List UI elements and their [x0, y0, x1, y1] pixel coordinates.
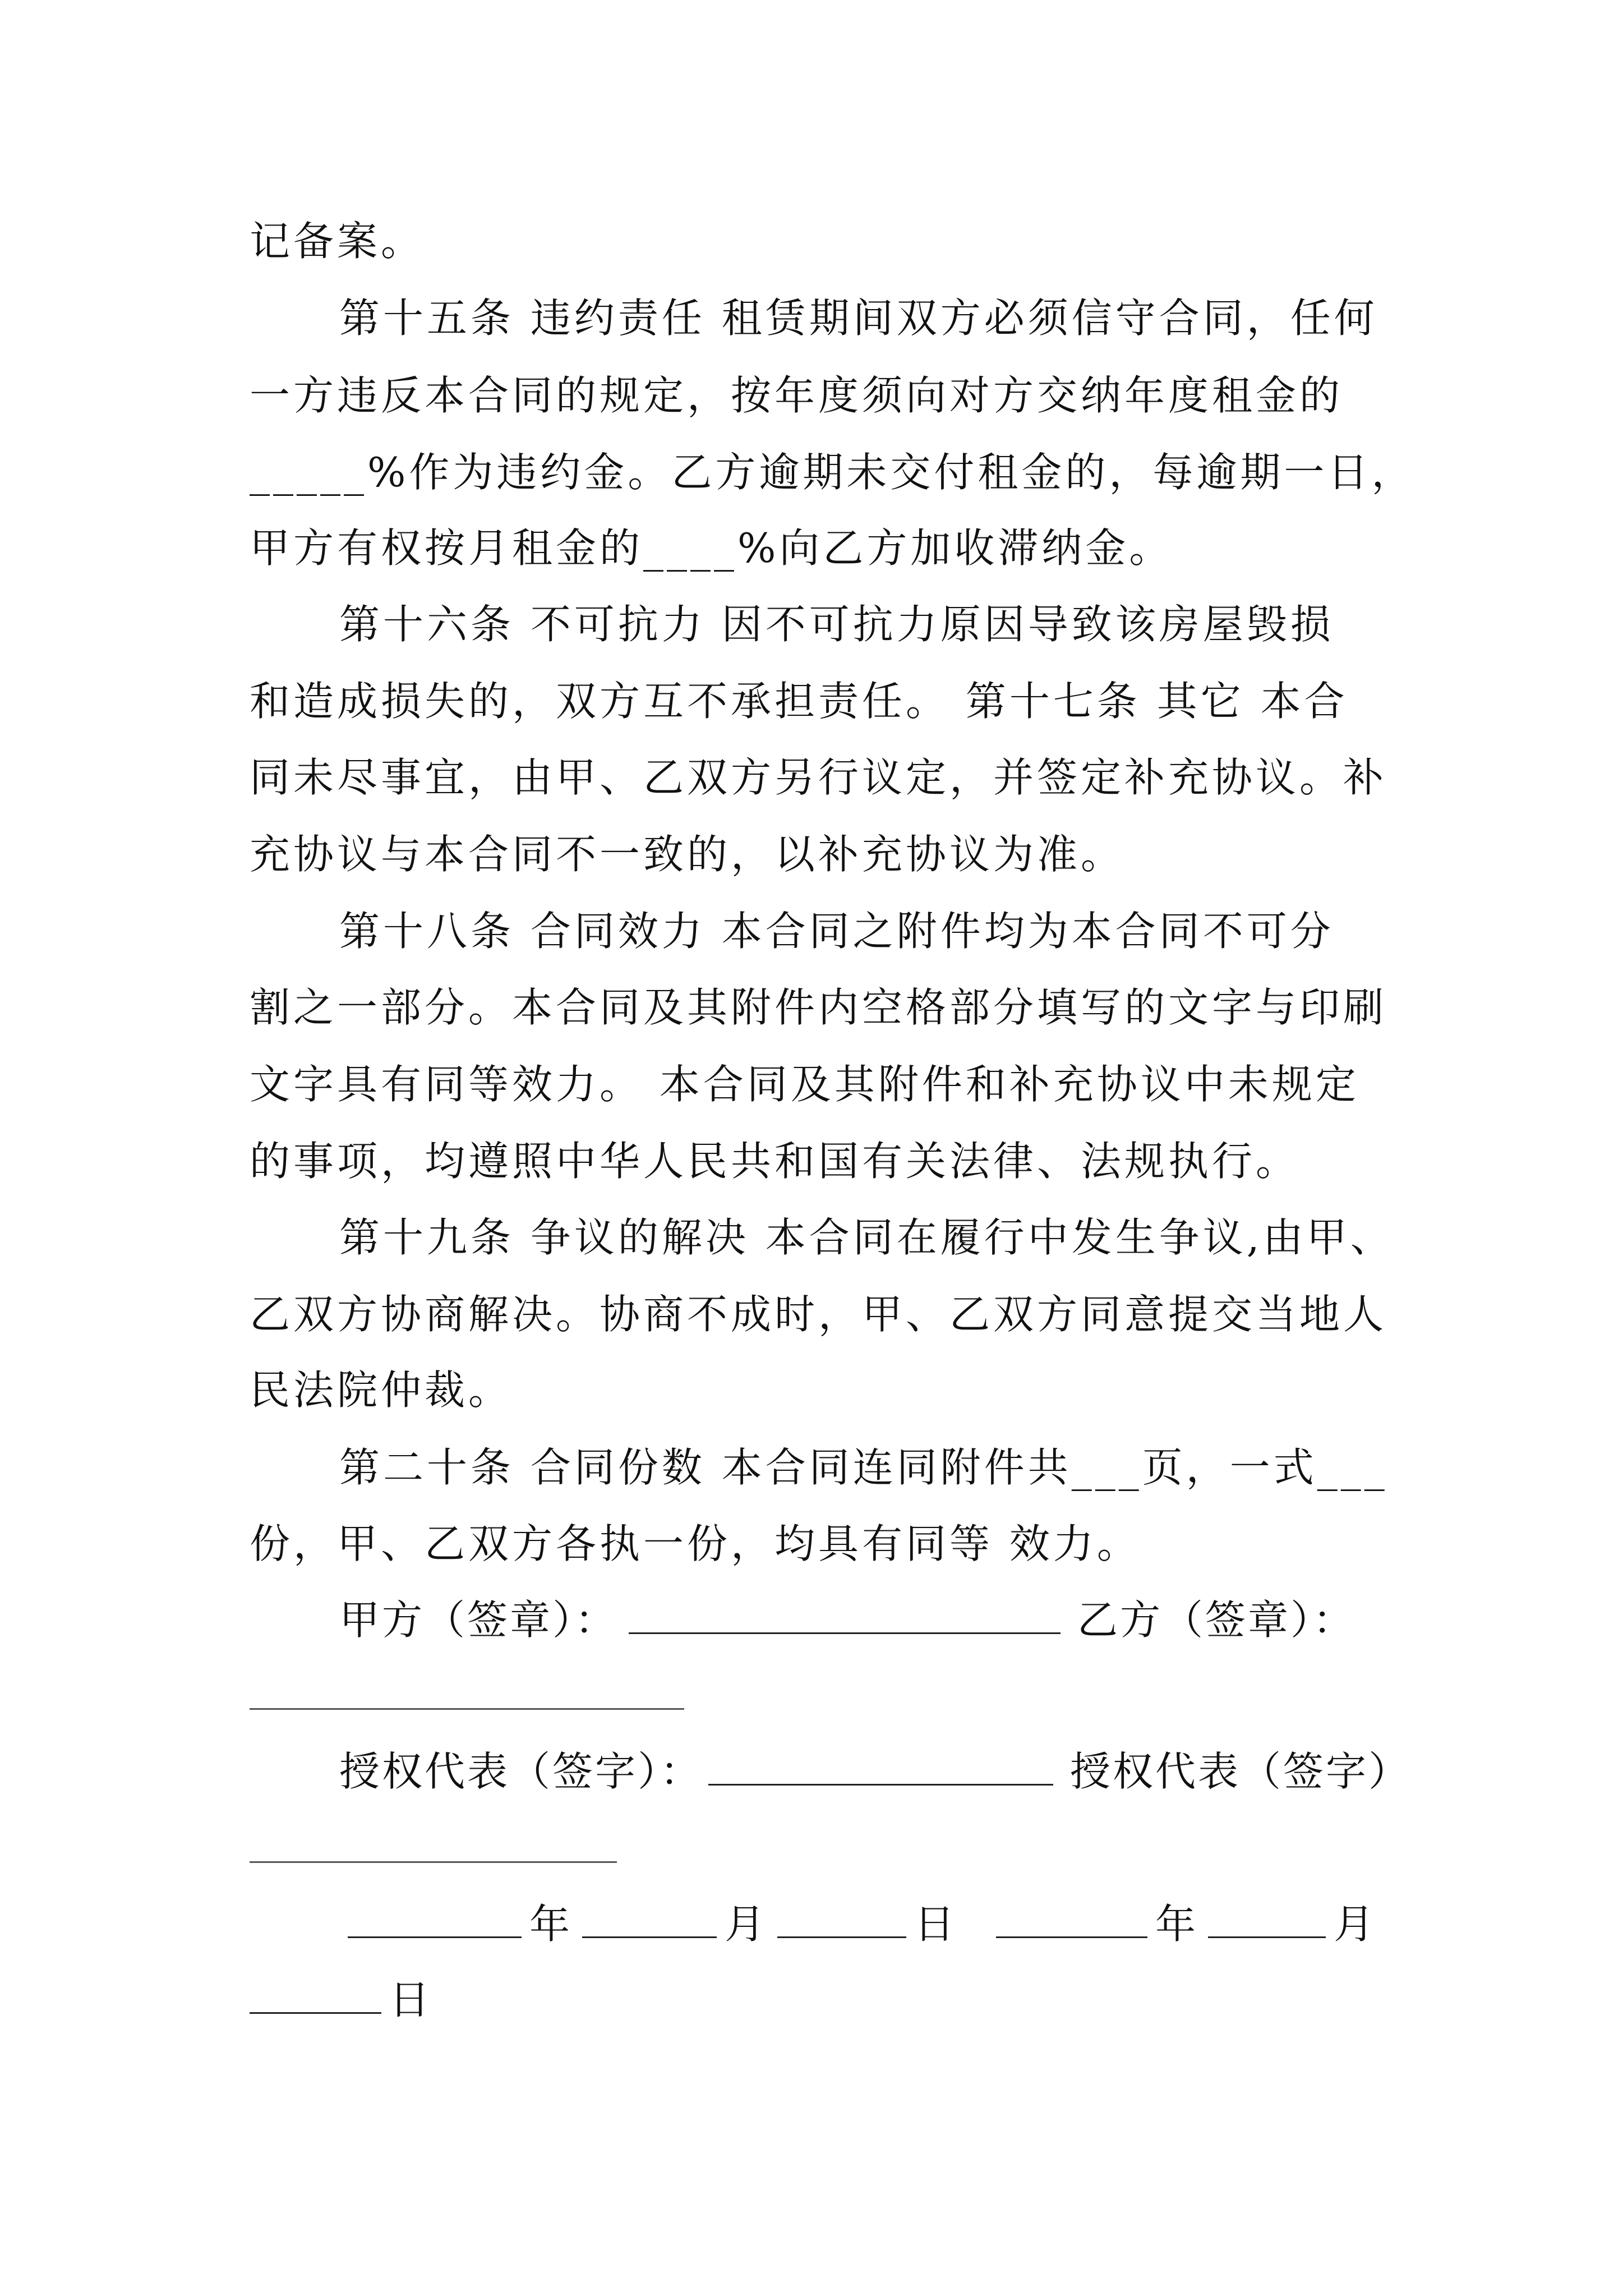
year-a-blank [348, 1897, 522, 1938]
year-b-blank [996, 1897, 1147, 1938]
text-line: 同未尽事宜，由甲、乙双方另行议定，并签定补充协议。补 [250, 754, 1387, 801]
month-b-label: 月 [1334, 1901, 1377, 1948]
text-line: 记备案。 [250, 218, 425, 265]
day-a-label: 日 [914, 1901, 957, 1948]
rep-a-signature-blank [708, 1745, 1053, 1786]
day-b-label: 日 [389, 1976, 432, 2023]
rep-b-signature-blank [250, 1861, 617, 1863]
rep-a-label: 授权代表（签字）： [339, 1748, 703, 1795]
text-line: 第十五条 违约责任 租赁期间双方必须信守合同，任何 [339, 295, 1378, 342]
month-a-label: 月 [725, 1901, 768, 1948]
text-line: 乙双方协商解决。协商不成时，甲、乙双方同意提交当地人 [250, 1291, 1387, 1338]
rep-signature-row [339, 1743, 1412, 1800]
text-line: 第十九条 争议的解决 本合同在履行中发生争议,由甲、 [339, 1214, 1394, 1261]
date-row [348, 1896, 1391, 1952]
party-signature-row [339, 1592, 1388, 1648]
text-line: 甲方有权按月租金的____%向乙方加收滞纳金。 [250, 524, 1173, 572]
year-a-label: 年 [529, 1901, 573, 1948]
party-b-signature-blank [250, 1708, 684, 1710]
month-b-blank [1208, 1897, 1326, 1938]
text-line: 和造成损失的，双方互不承担责任。 第十七条 其它 本合 [250, 678, 1348, 725]
text-line: 文字具有同等效力。 本合同及其附件和补充协议中未规定 [250, 1061, 1359, 1108]
day-a-blank [777, 1897, 906, 1938]
text-line: _____%作为违约金。乙方逾期未交付租金的，每逾期一日， [250, 449, 1415, 496]
party-a-label: 甲方（签章）： [339, 1596, 618, 1644]
text-line: 一方违反本合同的规定，按年度须向对方交纳年度租金的 [250, 372, 1344, 419]
text-line: 份，甲、乙双方各执一份，均具有同等 效力。 [250, 1520, 1141, 1567]
text-line: 第二十条 合同份数 本合同连同附件共___页，一式___ [339, 1444, 1388, 1491]
month-a-blank [582, 1897, 717, 1938]
text-line: 第十八条 合同效力 本合同之附件均为本合同不可分 [339, 908, 1334, 955]
party-a-signature-blank [629, 1593, 1061, 1634]
text-line: 第十六条 不可抗力 因不可抗力原因导致该房屋毁损 [339, 601, 1334, 648]
day-b-row [250, 1972, 1388, 2028]
day-b-blank [250, 1973, 381, 2014]
text-line: 民法院仲裁。 [250, 1366, 513, 1414]
text-line: 割之一部分。本合同及其附件内空格部分填写的文字与印刷 [250, 984, 1387, 1031]
year-b-label: 年 [1155, 1901, 1198, 1948]
text-line: 充协议与本合同不一致的，以补充协议为准。 [250, 831, 1125, 878]
rep-b-label: 授权代表（签字） [1070, 1748, 1412, 1795]
text-line: 的事项，均遵照中华人民共和国有关法律、法规执行。 [250, 1138, 1300, 1185]
party-b-label: 乙方（签章）： [1077, 1596, 1356, 1644]
